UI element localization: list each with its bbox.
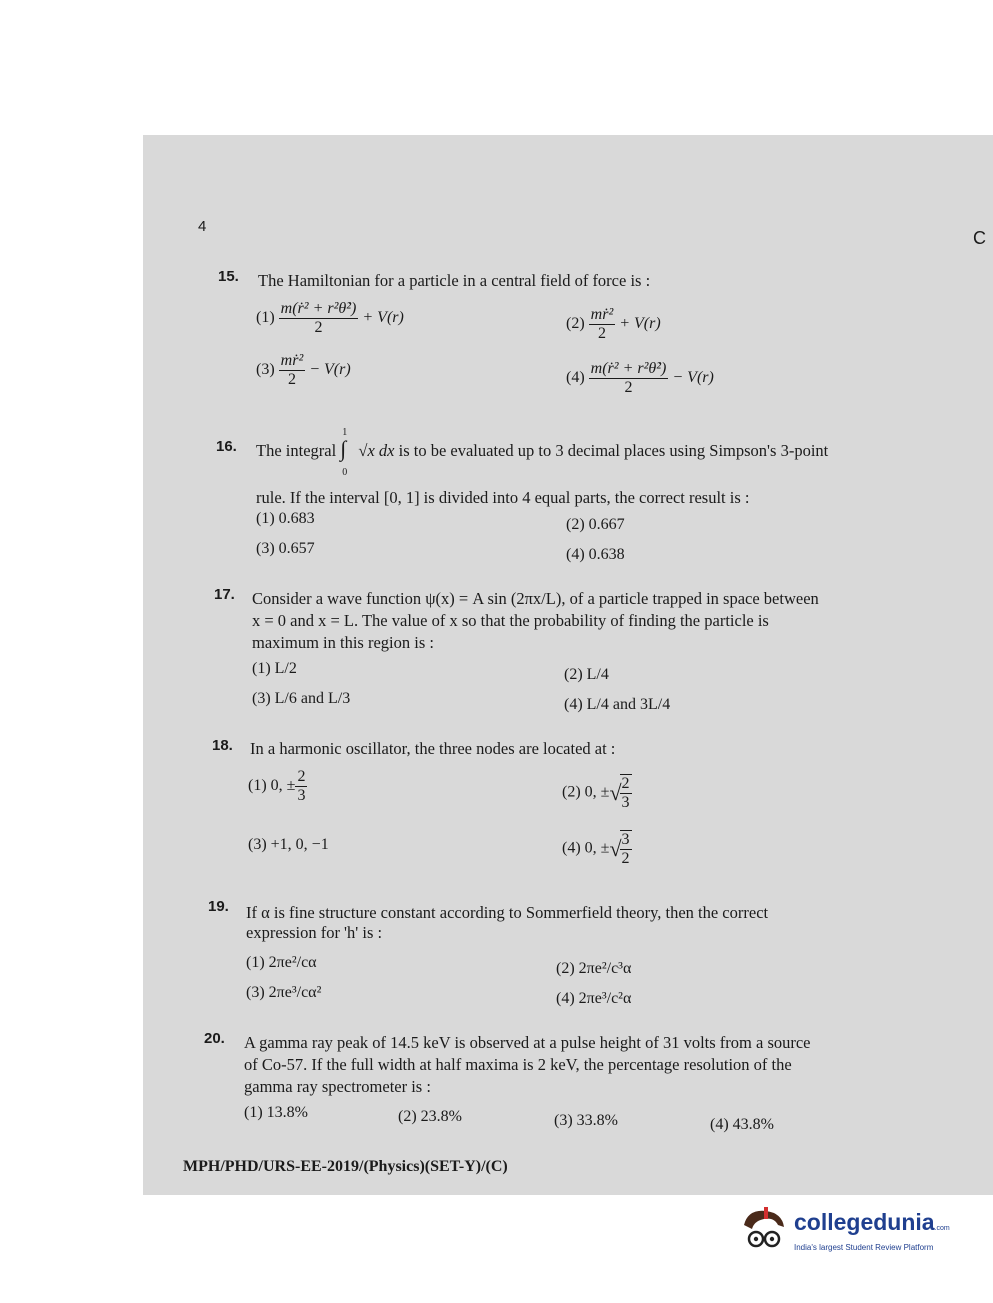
collegedunia-logo[interactable] <box>738 1203 968 1263</box>
numerator: 2 <box>621 775 630 792</box>
option-value: 23.8% <box>420 1108 462 1125</box>
question-number: 18. <box>212 737 233 754</box>
option-label: (4) <box>562 839 581 857</box>
question-text: rule. If the interval [0, 1] is divided into 4 equal parts, the correct result is : <box>256 488 750 507</box>
question-number: 15. <box>218 268 239 285</box>
option-label: (4) <box>564 696 583 713</box>
fraction <box>279 352 306 389</box>
option-term: 0, ± <box>270 777 296 795</box>
option-term: − V(r) <box>309 361 351 379</box>
numerator: m(ṙ² + r²θ̇²) <box>590 360 667 377</box>
denominator: 2 <box>287 371 296 388</box>
numerator: mṙ² <box>590 306 614 323</box>
option-label: (4) <box>566 546 585 563</box>
question-text: In a harmonic oscillator, the three nodes are located at : <box>250 739 616 758</box>
option-value: 33.8% <box>576 1112 618 1129</box>
option <box>566 516 625 534</box>
question-number: 20. <box>204 1030 225 1047</box>
option <box>256 300 404 337</box>
fraction <box>589 306 616 343</box>
option <box>246 954 317 972</box>
option-term: + V(r) <box>362 309 404 327</box>
option-term: − V(r) <box>672 369 714 387</box>
upper-limit: 1 <box>342 427 348 438</box>
option-label: (4) <box>556 990 575 1007</box>
edge-mark: C <box>973 228 986 248</box>
denominator: 2 <box>624 379 633 396</box>
option-label: (3) <box>554 1112 573 1129</box>
page-number: 4 <box>198 218 207 235</box>
option-label: (4) <box>710 1116 729 1133</box>
fraction <box>279 300 359 337</box>
denominator: 3 <box>297 787 306 804</box>
option-label: (2) <box>556 960 575 977</box>
lower-limit: 0 <box>342 467 348 478</box>
question-text: If α is fine structure constant according to Sommerfield theory, then the correct <box>246 903 769 922</box>
option-label: (1) <box>256 309 275 327</box>
integrand: √x dx <box>358 441 395 460</box>
option <box>248 836 329 854</box>
option-label: (2) <box>562 783 581 801</box>
denominator: 3 <box>621 794 630 811</box>
option-label: (3) <box>248 836 267 853</box>
option-label: (1) <box>252 660 271 677</box>
question-text: gamma ray spectrometer is : <box>244 1077 431 1096</box>
option <box>246 984 321 1002</box>
option-value: 2πe³/cα² <box>268 984 322 1001</box>
option-value: 0.667 <box>588 516 625 533</box>
option-value: 0.683 <box>278 510 315 527</box>
option <box>564 666 609 684</box>
logo-name: collegedunia <box>794 1209 935 1235</box>
option-label: (3) <box>246 984 265 1001</box>
option <box>556 990 631 1008</box>
option <box>710 1116 774 1134</box>
option-label: (4) <box>566 369 585 387</box>
question-text: The Hamiltonian for a particle in a central field of force is : <box>258 271 651 290</box>
option-value: 2πe²/cα <box>268 954 317 971</box>
question-text: x = 0 and x = L. The value of x so that the probability of finding the particle is <box>252 611 769 630</box>
denominator: 2 <box>621 850 630 867</box>
logo-suffix: .com <box>934 1225 950 1232</box>
numerator: 3 <box>621 831 630 848</box>
option-value: L/2 <box>274 660 297 677</box>
question-text: Consider a wave function ψ(x) = A sin (2πx/L), of a particle trapped in space between <box>252 589 819 608</box>
option <box>554 1112 618 1130</box>
mascot-icon <box>738 1203 790 1259</box>
numerator: 2 <box>297 768 306 785</box>
option <box>248 768 307 805</box>
option <box>256 352 351 389</box>
option-value: +1, 0, −1 <box>270 836 329 853</box>
option <box>252 690 350 708</box>
option <box>562 774 632 812</box>
option-label: (3) <box>252 690 271 707</box>
option-value: 13.8% <box>266 1104 308 1121</box>
option-label: (2) <box>566 516 585 533</box>
option-value: 43.8% <box>732 1116 774 1133</box>
option-label: (2) <box>566 315 585 333</box>
option-value: L/4 and 3L/4 <box>586 696 671 713</box>
option-term: 0, ± <box>584 783 610 801</box>
question-number: 16. <box>216 438 237 455</box>
option-label: (1) <box>244 1104 263 1121</box>
question-number: 17. <box>214 586 235 603</box>
logo-tagline: India's largest Student Review Platform <box>794 1243 934 1252</box>
question-text <box>256 427 829 478</box>
option-value: 0.638 <box>588 546 625 563</box>
fraction <box>589 360 669 397</box>
question-number: 19. <box>208 898 229 915</box>
square-root: √ $\frac{2}{3}$ <box>609 775 630 811</box>
option-label: (1) <box>248 777 267 795</box>
logo-wordmark <box>794 1209 950 1236</box>
option-label: (3) <box>256 361 275 379</box>
option <box>566 360 714 397</box>
option <box>244 1104 308 1122</box>
option-term: + V(r) <box>619 315 661 333</box>
numerator: mṙ² <box>280 352 304 369</box>
square-root: √ $\frac{3}{2}$ <box>609 831 630 867</box>
option <box>398 1108 462 1126</box>
option-value: L/4 <box>586 666 609 683</box>
option <box>566 306 661 343</box>
denominator: 2 <box>597 325 606 342</box>
option-value: 2πe³/c²α <box>578 990 632 1007</box>
text: is to be evaluated up to 3 decimal places using Simpson's 3-point <box>398 441 829 460</box>
option-term: 0, ± <box>584 839 610 857</box>
option <box>562 830 632 868</box>
option <box>556 960 631 978</box>
option <box>256 510 315 528</box>
option <box>256 540 315 558</box>
option-value: L/6 and L/3 <box>274 690 351 707</box>
option-label: (1) <box>246 954 265 971</box>
option-value: 2πe²/c³α <box>578 960 632 977</box>
question-text: expression for 'h' is : <box>246 923 383 942</box>
question-text: A gamma ray peak of 14.5 keV is observed at a pulse height of 31 volts from a source <box>244 1033 811 1052</box>
question-text: of Co-57. If the full width at half maxima is 2 keV, the percentage resolution of the <box>244 1055 792 1074</box>
option <box>566 546 625 564</box>
denominator: 2 <box>314 319 323 336</box>
fraction <box>295 768 307 805</box>
option <box>252 660 297 678</box>
text: The integral <box>256 441 337 460</box>
option-label: (2) <box>398 1108 417 1125</box>
footer-code: MPH/PHD/URS-EE-2019/(Physics)(SET-Y)/(C) <box>183 1158 508 1175</box>
option-value: 0.657 <box>278 540 315 557</box>
option <box>564 696 670 714</box>
integral-sign: 1 ∫ 0 <box>340 438 354 461</box>
option-label: (3) <box>256 540 275 557</box>
option-label: (2) <box>564 666 583 683</box>
numerator: m(ṙ² + r²θ̇²) <box>280 300 357 317</box>
question-text: maximum in this region is : <box>252 633 434 652</box>
option-label: (1) <box>256 510 275 527</box>
